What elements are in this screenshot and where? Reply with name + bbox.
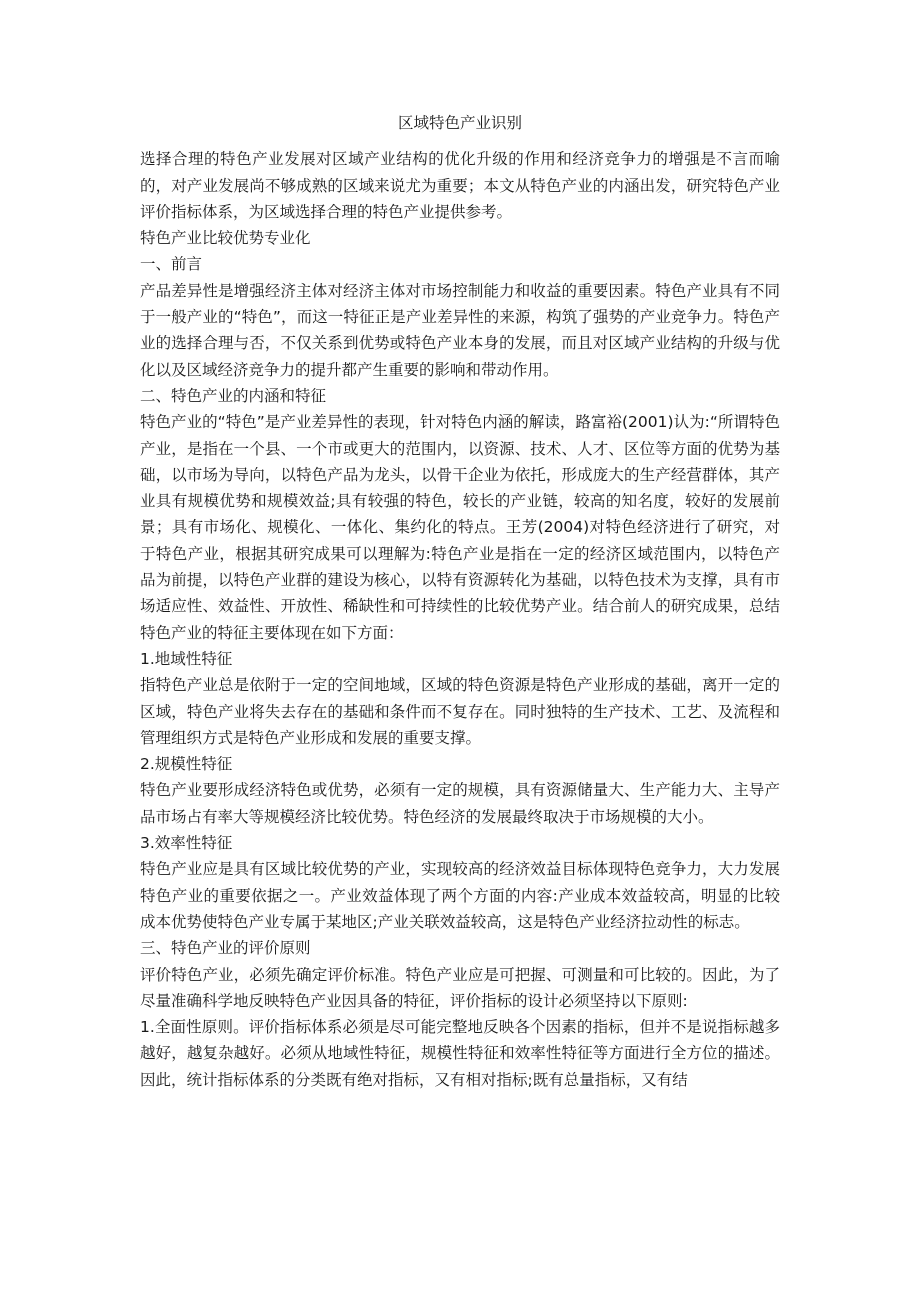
section-heading-principles: 三、特色产业的评价原则 [140,939,311,958]
body-paragraph: 特色产业的“特色”是产业差异性的表现，针对特色内涵的解读，路富裕(2001)认为:“所谓特色产业，是指在一个县、一个市或更大的范围内，以资源、技术、人才、区位等方面的优势为基础，以市场为导向，以特色产品为龙头，以骨干企业为依托，形成庞大的生产经营群体，其产业具有规模优势和规模效益;具有较强的特色，较长的产业链，较高的知名度，较好的发展前景；具有市场化、规模化、一体化、集约化的特点。王芳(2004)对特色经济进行了研究，对于特色产业，根据其研究成果可以理解为:特色产业是指在一定的经济区域范围内，以特色产品为前提，以特色产业群的建设为核心，以特有资源转化为基础，以特色技术为支撑，具有市场适应性、效益性、开放性、稀缺性和可持续性的比较优势产业。结合前人的研究成果，总结特色产业的特征主要体现在如下方面： [140,413,780,642]
subheading-scale: 2.规模性特征 [140,755,233,774]
document-title: 区域特色产业识别 [397,114,522,132]
body-paragraph: 产品差异性是增强经济主体对经济主体对市场控制能力和收益的重要因素。特色产业具有不同于一般产业的“特色”，而这一特征正是产业差异性的来源，构筑了强势的产业竞争力。特色产业的选择合理与否，不仅关系到优势或特色产业本身的发展，而且对区域产业结构的升级与优化以及区域经济竞争力的提升都产生重要的影响和带动作用。 [140,281,780,379]
body-paragraph: 1.全面性原则。评价指标体系必须是尽可能完整地反映各个因素的指标，但并不是说指标越多越好，越复杂越好。必须从地域性特征，规模性特征和效率性特征等方面进行全方位的描述。因此，统计指标体系的分类既有绝对指标，又有相对指标;既有总量指标，又有结 [140,1018,780,1089]
subheading-efficiency: 3.效率性特征 [140,834,233,853]
document-page [140,110,780,1093]
abstract-paragraph: 选择合理的特色产业发展对区域产业结构的优化升级的作用和经济竞争力的增强是不言而喻的，对产业发展尚不够成熟的区域来说尤为重要；本文从特色产业的内涵出发，研究特色产业评价指标体系，为区域选择合理的特色产业提供参考。 [140,150,780,221]
keywords-line: 特色产业比较优势专业化 [140,229,311,248]
body-paragraph: 特色产业应是具有区域比较优势的产业，实现较高的经济效益目标体现特色竞争力，大力发展特色产业的重要依据之一。产业效益体现了两个方面的内容:产业成本效益较高，明显的比较成本优势使特色产业专属于某地区;产业关联效益较高，这是特色产业经济拉动性的标志。 [140,860,780,931]
subheading-regional: 1.地域性特征 [140,649,233,668]
body-paragraph: 特色产业要形成经济特色或优势，必须有一定的规模，具有资源储量大、生产能力大、主导产品市场占有率大等规模经济比较优势。特色经济的发展最终取决于市场规模的大小。 [140,781,780,826]
body-paragraph: 指特色产业总是依附于一定的空间地域，区域的特色资源是特色产业形成的基础，离开一定的区域，特色产业将失去存在的基础和条件而不复存在。同时独特的生产技术、工艺、及流程和管理组织方式是特色产业形成和发展的重要支撑。 [140,676,780,747]
section-heading-connotation: 二、特色产业的内涵和特征 [140,386,327,405]
body-paragraph: 评价特色产业，必须先确定评价标准。特色产业应是可把握、可测量和可比较的。因此，为了尽量准确科学地反映特色产业因具备的特征，评价指标的设计必须坚持以下原则: [140,965,780,1010]
section-heading-preface: 一、前言 [140,255,203,274]
